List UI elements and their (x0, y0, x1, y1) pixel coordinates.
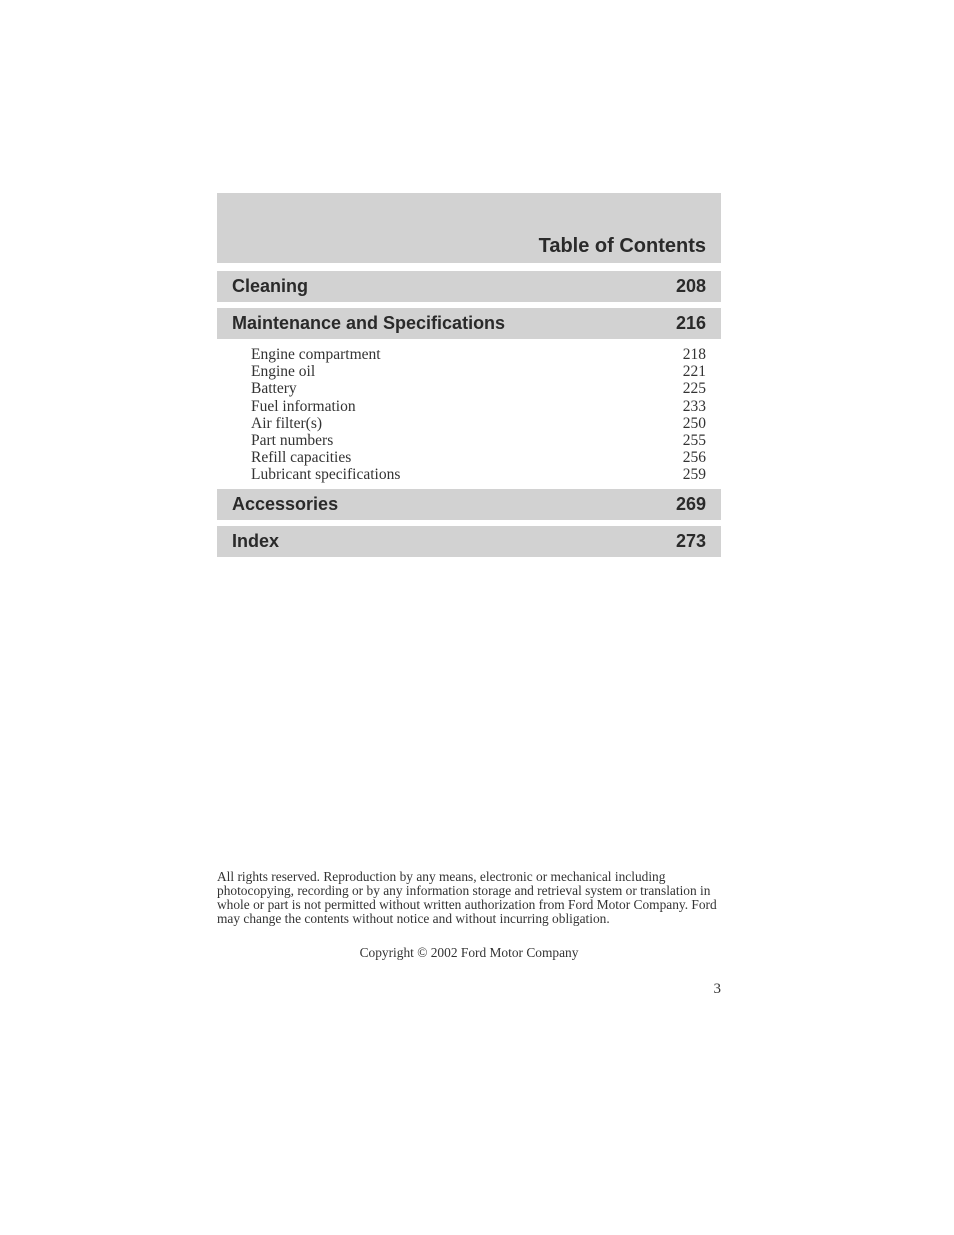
section-page: 208 (675, 276, 706, 296)
item-page: 218 (682, 346, 706, 363)
toc-item-engine-compartment[interactable] (251, 346, 706, 363)
section-label: Maintenance and Specifications (232, 313, 506, 333)
page-number: 3 (713, 981, 721, 997)
legal-notice: All rights reserved. Reproduction by any means, electronic or mechanical including photocopying, recording or by any information storage and retrieval system or translation in whole or part is not permitted without written authorization from Ford Motor Company. Ford may change the contents without notice and without incurring obligation. (217, 869, 717, 926)
item-label: Battery (251, 380, 297, 398)
section-page: 216 (675, 313, 706, 333)
item-label: Lubricant specifications (251, 466, 401, 484)
item-page: 250 (682, 414, 706, 432)
maintenance-subsection-list (217, 339, 721, 489)
toc-item-lubricant-specifications[interactable] (251, 466, 706, 483)
table-of-contents (217, 193, 721, 557)
toc-item-battery[interactable] (251, 380, 706, 397)
toc-item-refill-capacities[interactable] (251, 449, 706, 466)
item-page: 259 (682, 466, 706, 484)
section-page: 273 (675, 530, 706, 551)
toc-item-air-filters[interactable] (251, 415, 706, 432)
toc-item-part-numbers[interactable] (251, 432, 706, 449)
item-label: Air filter(s) (251, 414, 323, 432)
item-page: 233 (682, 397, 706, 415)
item-label: Engine oil (251, 363, 316, 381)
item-label: Fuel information (251, 397, 356, 415)
toc-section-cleaning[interactable] (217, 271, 721, 302)
toc-item-fuel-information[interactable] (251, 398, 706, 415)
toc-section-maintenance[interactable] (217, 308, 721, 339)
item-label: Engine compartment (251, 346, 381, 363)
section-label: Cleaning (232, 276, 309, 296)
item-label: Part numbers (251, 432, 334, 450)
section-page: 269 (675, 493, 706, 514)
copyright-line: Copyright © 2002 Ford Motor Company (359, 945, 579, 960)
item-label: Refill capacities (251, 449, 352, 467)
item-page: 256 (682, 449, 706, 467)
item-page: 255 (682, 432, 706, 450)
toc-section-accessories[interactable] (217, 489, 721, 520)
section-label: Accessories (232, 493, 339, 514)
item-page: 225 (682, 380, 706, 398)
toc-header (217, 193, 721, 263)
item-page: 221 (682, 363, 706, 381)
section-label: Index (232, 530, 280, 551)
toc-title: Table of Contents (538, 235, 706, 257)
toc-section-index[interactable] (217, 526, 721, 557)
toc-item-engine-oil[interactable] (251, 363, 706, 380)
